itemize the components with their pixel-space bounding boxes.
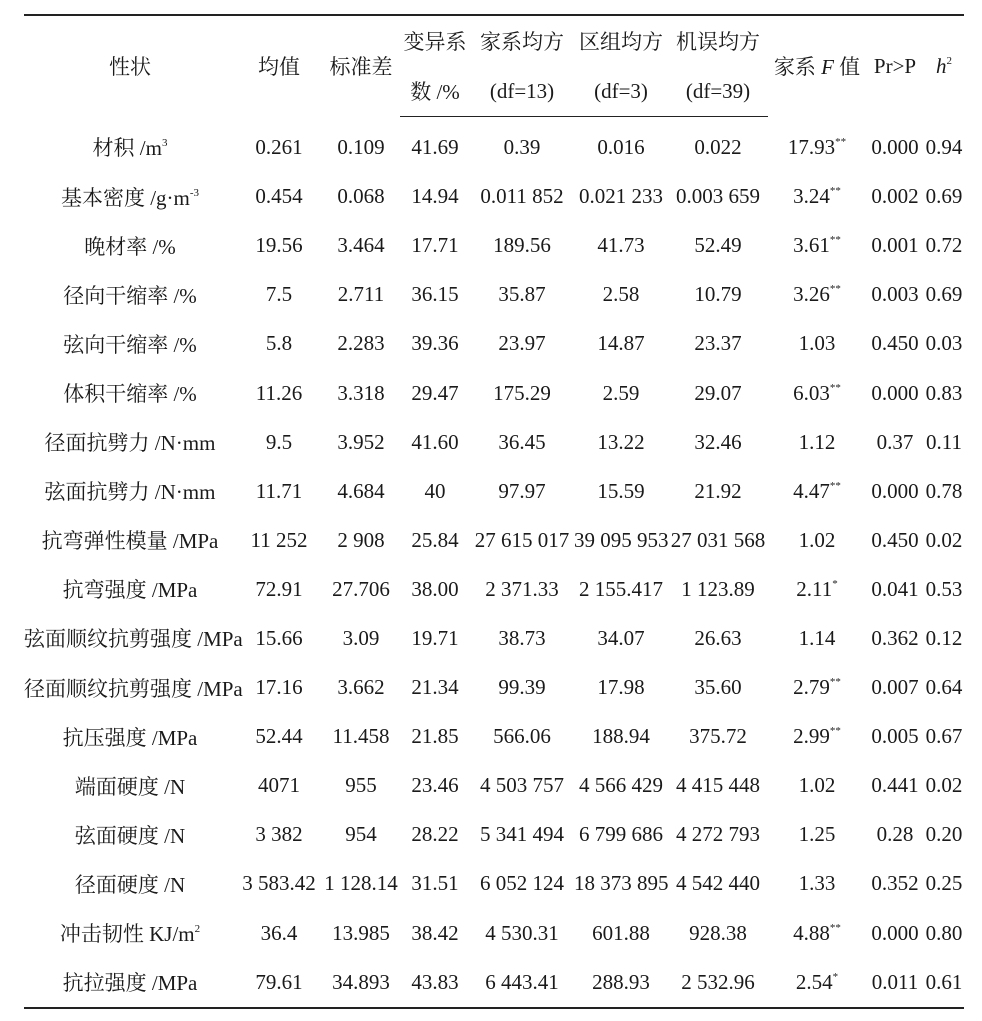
error-ms-cell: 21.92 [694,478,742,503]
trait-unit-exponent: -3 [189,186,200,199]
heritability-cell: 0.20 [925,822,963,847]
header-cv-line2: 数 /% [400,66,470,117]
std-cell: 13.985 [332,920,390,945]
mean-cell: 72.91 [255,576,303,601]
mean-cell: 4071 [258,773,300,798]
std-cell: 4.684 [337,478,385,503]
table-row [24,319,964,368]
table-row [24,810,964,859]
table-row [24,172,964,221]
trait-cell [24,221,236,270]
table-row [24,712,964,761]
p-value-cell: 0.28 [876,822,914,847]
block-ms-cell: 6 799 686 [579,822,663,847]
trait-label: 弦面硬度 /N [74,823,186,848]
block-ms-cell: 2 155.417 [579,576,663,601]
trait-cell [24,810,236,859]
mean-cell: 15.66 [255,625,303,650]
p-value-cell: 0.362 [871,625,919,650]
family-ms-cell: 6 052 124 [480,871,564,896]
heritability-cell: 0.03 [925,331,963,356]
trait-cell [24,614,243,663]
heritability-cell: 0.83 [925,380,963,405]
std-cell: 2 908 [337,527,385,552]
f-value-cell [768,909,866,958]
mean-cell: 19.56 [255,233,303,258]
std-cell: 3.09 [342,625,380,650]
f-value-cell [768,614,866,663]
p-value-cell: 0.000 [871,380,919,405]
f-value-cell [768,172,866,221]
header-error-ms-line1: 机误均方 [668,15,768,66]
f-value-cell [768,221,866,270]
std-cell: 3.318 [337,380,385,405]
trait-unit-exponent: 3 [161,137,168,150]
p-value-cell: 0.041 [871,576,919,601]
f-value: 1.33 [798,871,836,896]
cv-cell: 41.60 [411,429,459,454]
std-cell: 2.283 [337,331,385,356]
trait-label: 弦向干缩率 /% [63,332,197,357]
heritability-cell: 0.67 [925,724,963,749]
std-cell: 0.068 [337,184,385,209]
error-ms-cell: 52.49 [694,233,742,258]
p-value-cell: 0.005 [871,724,919,749]
trait-cell [24,761,236,810]
family-ms-cell: 27 615 017 [474,527,570,552]
trait-label: 径向干缩率 /% [63,283,197,308]
table-row [24,565,964,614]
heritability-cell: 0.64 [925,675,963,700]
trait-unit-exponent: 2 [194,923,201,936]
family-ms-cell: 189.56 [493,233,551,258]
trait-cell [24,172,236,221]
block-ms-cell: 39 095 953 [574,527,669,552]
heritability-cell: 0.02 [925,773,963,798]
p-value-cell: 0.441 [871,773,919,798]
table-row [24,270,964,319]
error-ms-cell: 0.022 [694,135,742,160]
mean-cell: 3 583.42 [242,871,316,896]
cv-cell: 29.47 [411,380,459,405]
block-ms-cell: 0.021 233 [579,184,663,209]
trait-cell [24,319,236,368]
f-value-cell [768,859,866,908]
f-value: 2.99 [793,724,830,749]
std-cell: 955 [345,773,377,798]
header-f-suffix: 值 [833,55,861,80]
trait-cell [24,712,236,761]
header-row-1 [24,15,964,66]
block-ms-cell: 601.88 [592,920,650,945]
cv-cell: 14.94 [411,184,459,209]
block-ms-cell: 188.94 [592,724,650,749]
family-ms-cell: 4 503 757 [480,773,564,798]
header-block-ms-line2: (df=3) [574,66,668,117]
heritability-cell: 0.69 [925,184,963,209]
p-value-cell: 0.002 [871,184,919,209]
heritability-cell: 0.94 [925,134,963,159]
trait-label: 冲击韧性 KJ/m [59,922,195,947]
mean-cell: 11.26 [255,380,303,405]
trait-label: 抗弯强度 /MPa [62,578,198,603]
mean-cell: 0.261 [255,134,303,159]
cv-cell: 21.85 [411,724,459,749]
family-ms-cell: 35.87 [498,282,546,307]
block-ms-cell: 13.22 [597,429,645,454]
p-value-cell: 0.450 [871,331,919,356]
trait-cell [24,368,236,417]
mean-cell: 52.44 [255,724,303,749]
header-mean: 均值 [236,15,322,117]
table-row [24,516,964,565]
f-value: 17.93 [787,134,836,159]
table-row [24,368,964,417]
error-ms-cell: 4 542 440 [676,871,760,896]
p-value-cell: 0.007 [871,675,919,700]
trait-cell [24,958,236,1008]
error-ms-cell: 4 415 448 [676,773,760,798]
family-ms-cell: 566.06 [493,724,551,749]
f-value-cell [768,958,866,1008]
table-row [24,221,964,270]
block-ms-cell: 2.59 [602,380,640,405]
f-value-cell [768,712,866,761]
family-ms-cell: 38.73 [498,625,546,650]
f-value: 3.26 [793,282,830,307]
f-value-cell [768,418,866,467]
significance-mark: ** [829,234,841,247]
header-heritability [924,15,964,117]
f-value: 2.54 [795,969,833,994]
mean-cell: 0.454 [255,184,303,209]
mean-cell: 7.5 [265,282,293,307]
trait-label: 抗弯弹性模量 /MPa [41,529,219,554]
header-h-exp: 2 [946,54,952,67]
f-value: 1.12 [798,429,836,454]
std-cell: 34.893 [322,958,400,1008]
f-value: 2.11 [796,576,833,601]
family-ms-cell: 175.29 [493,380,551,405]
header-family-ms-line1: 家系均方 [470,15,574,66]
family-ms-cell: 5 341 494 [480,822,564,847]
trait-cell [24,516,236,565]
mean-cell: 36.4 [260,920,298,945]
f-value: 3.24 [793,184,830,209]
trait-cell [24,418,236,467]
trait-cell [24,467,236,516]
std-cell: 954 [345,822,377,847]
significance-mark: ** [829,479,841,492]
block-ms-cell: 34.07 [597,625,645,650]
block-ms-cell: 4 566 429 [579,773,663,798]
block-ms-cell: 288.93 [574,958,668,1008]
table-row [24,958,964,1008]
family-ms-cell: 97.97 [498,478,546,503]
block-ms-cell: 2.58 [602,282,640,307]
cv-cell: 31.51 [411,871,459,896]
f-value-cell [768,368,866,417]
error-ms-cell: 375.72 [689,724,747,749]
trait-label: 径面硬度 /N [74,872,186,897]
cv-cell: 38.00 [411,576,459,601]
f-value: 1.25 [798,822,836,847]
heritability-cell: 0.12 [925,625,963,650]
cv-cell: 38.42 [411,920,459,945]
family-ms-cell: 23.97 [498,331,546,356]
f-value: 1.02 [798,527,836,552]
significance-mark: ** [829,185,841,198]
trait-cell [24,663,243,712]
std-cell: 3.464 [337,233,385,258]
table-row [24,467,964,516]
cv-cell: 21.34 [411,675,459,700]
f-value-cell [768,467,866,516]
p-value-cell: 0.37 [876,429,914,454]
heritability-cell: 0.69 [925,282,963,307]
family-ms-cell: 6 443.41 [470,958,574,1008]
cv-cell: 25.84 [411,527,459,552]
block-ms-cell: 15.59 [597,478,645,503]
f-value-cell [768,516,866,565]
cv-cell: 19.71 [411,625,459,650]
f-value: 1.14 [798,625,836,650]
cv-cell: 23.46 [411,773,459,798]
std-cell: 3.952 [337,429,385,454]
genetic-variance-table [24,14,964,1009]
family-ms-cell: 99.39 [498,675,546,700]
cv-cell: 40 [424,478,446,503]
header-f-letter: F [821,55,834,80]
trait-label: 材积 /m [92,136,162,161]
heritability-cell: 0.53 [925,576,963,601]
significance-mark: ** [829,676,841,689]
trait-cell [24,270,236,319]
trait-label: 弦面顺纹抗剪强度 /MPa [24,627,243,652]
error-ms-cell: 27 031 568 [670,527,766,552]
block-ms-cell: 0.016 [597,135,645,160]
trait-label: 晚材率 /% [84,234,176,259]
heritability-cell: 0.80 [925,920,963,945]
error-ms-cell: 4 272 793 [676,822,760,847]
p-value-cell: 0.000 [871,134,919,159]
table-row [24,859,964,908]
error-ms-cell: 29.07 [694,380,742,405]
error-ms-cell: 26.63 [694,625,742,650]
f-value: 3.61 [793,233,830,258]
p-value-cell: 0.003 [871,282,919,307]
error-ms-cell: 0.003 659 [676,184,760,209]
f-value-cell [768,270,866,319]
f-value: 6.03 [793,380,830,405]
significance-mark: ** [835,135,847,148]
block-ms-cell: 17.98 [597,675,645,700]
trait-label: 抗压强度 /MPa [62,725,198,750]
std-cell: 2.711 [337,282,385,307]
table-row [24,117,964,173]
trait-label: 弦面抗劈力 /N·mm [44,480,216,505]
cv-cell: 43.83 [400,958,470,1008]
trait-label: 抗拉强度 /MPa [62,971,198,996]
table-row [24,614,964,663]
family-ms-cell: 4 530.31 [485,920,559,945]
std-cell: 0.109 [337,134,385,159]
f-value: 4.88 [793,920,830,945]
f-value-cell [768,663,866,712]
mean-cell: 11 252 [250,527,308,552]
trait-cell [24,859,236,908]
table-row [24,909,964,958]
p-value-cell: 0.352 [871,871,919,896]
p-value-cell: 0.000 [871,920,919,945]
mean-cell: 11.71 [255,478,303,503]
f-value: 2.79 [793,675,830,700]
mean-cell: 17.16 [255,675,303,700]
table-row [24,663,964,712]
error-ms-cell: 35.60 [694,675,742,700]
std-cell: 27.706 [332,576,390,601]
family-ms-cell: 0.39 [503,135,541,160]
header-p: Pr>P [866,15,924,117]
p-value-cell: 0.001 [871,233,919,258]
trait-label: 径面顺纹抗剪强度 /MPa [24,676,243,701]
f-value: 1.03 [798,331,836,356]
header-cv-line1: 变异系 [400,15,470,66]
block-ms-cell: 14.87 [597,331,645,356]
error-ms-cell: 10.79 [694,282,742,307]
f-value: 4.47 [793,478,830,503]
significance-mark: * [832,970,839,983]
header-error-ms-line2: (df=39) [668,66,768,117]
header-std: 标准差 [322,15,400,117]
f-value-cell [768,117,866,173]
error-ms-cell: 32.46 [694,429,742,454]
trait-label: 端面硬度 /N [74,774,186,799]
heritability-cell: 0.25 [925,871,963,896]
significance-mark: ** [829,283,841,296]
table-container [24,14,964,1009]
header-family-ms-line2: (df=13) [470,66,574,117]
significance-mark: ** [829,725,841,738]
significance-mark: * [832,577,838,590]
family-ms-cell: 2 371.33 [485,576,559,601]
heritability-cell: 0.11 [926,429,962,454]
trait-label: 基本密度 /g·m [60,185,190,210]
cv-cell: 41.69 [411,135,459,160]
header-trait: 性状 [24,15,236,117]
std-cell: 1 128.14 [324,871,398,896]
significance-mark: ** [829,381,841,394]
p-value-cell: 0.011 [866,958,924,1008]
cv-cell: 36.15 [411,282,459,307]
heritability-cell: 0.78 [925,478,963,503]
f-value-cell [768,319,866,368]
mean-cell: 5.8 [265,331,293,356]
family-ms-cell: 0.011 852 [480,184,564,209]
cv-cell: 17.71 [411,233,459,258]
block-ms-cell: 18 373 895 [574,871,669,896]
header-f-prefix: 家系 [773,55,822,80]
error-ms-cell: 928.38 [689,920,747,945]
mean-cell: 3 382 [255,822,303,847]
cv-cell: 28.22 [411,822,459,847]
trait-cell [24,909,236,958]
error-ms-cell: 23.37 [694,331,742,356]
header-block-ms-line1: 区组均方 [574,15,668,66]
trait-cell [24,117,236,173]
trait-label: 径面抗劈力 /N·mm [44,431,216,456]
cv-cell: 39.36 [411,331,459,356]
error-ms-cell: 2 532.96 [668,958,768,1008]
mean-cell: 9.5 [265,429,293,454]
header-h-letter: h [936,53,947,78]
heritability-cell: 0.72 [925,233,963,258]
table-row [24,761,964,810]
significance-mark: ** [829,921,841,934]
heritability-cell: 0.61 [924,958,964,1008]
p-value-cell: 0.000 [871,478,919,503]
f-value: 1.02 [798,773,836,798]
f-value-cell [768,565,866,614]
table-row [24,418,964,467]
p-value-cell: 0.450 [871,527,919,552]
f-value-cell [768,810,866,859]
trait-cell [24,565,236,614]
std-cell: 3.662 [337,675,385,700]
error-ms-cell: 1 123.89 [681,576,755,601]
block-ms-cell: 41.73 [597,233,645,258]
f-value-cell [768,761,866,810]
mean-cell: 79.61 [236,958,322,1008]
family-ms-cell: 36.45 [498,429,546,454]
std-cell: 11.458 [332,724,390,749]
trait-label: 体积干缩率 /% [63,382,197,407]
heritability-cell: 0.02 [925,527,963,552]
header-family-f [768,15,866,117]
table-body [24,117,964,1008]
